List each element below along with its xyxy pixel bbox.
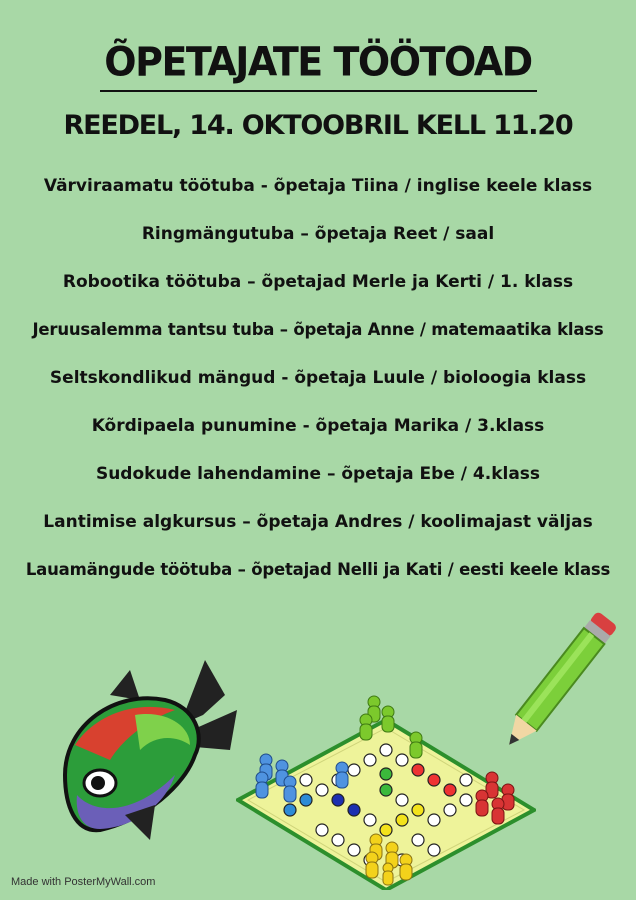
workshop-item: Ringmängutuba – õpetaja Reet / saal	[141, 224, 495, 244]
workshop-item: Seltskondlikud mängud - õpetaja Luule / bioloogia klass	[49, 368, 587, 388]
footer-credit: Made with PosterMyWall.com	[11, 876, 156, 888]
workshop-item: Kõrdipaela punumine - õpetaja Marika / 3.klass	[91, 416, 545, 436]
workshop-item: Sudokude lahendamine – õpetaja Ebe / 4.klass	[95, 464, 541, 484]
workshop-list	[0, 174, 636, 606]
fish-icon	[55, 655, 240, 840]
workshop-item: Lantimise algkursus – õpetaja Andres / koolimajast väljas	[43, 512, 593, 532]
poster-title: ÕPETAJATE TÖÖTOAD	[104, 38, 532, 86]
title-underline	[100, 90, 537, 92]
workshop-item: Jeruusalemma tantsu tuba – õpetaja Anne / matemaatika klass	[32, 320, 604, 339]
ludo-board-icon	[236, 690, 536, 890]
workshop-item: Robootika töötuba – õpetajad Merle ja Kerti / 1. klass	[62, 272, 574, 292]
workshop-item: Värviraamatu töötuba - õpetaja Tiina / inglise keele klass	[43, 176, 593, 196]
poster-subtitle: REEDEL, 14. OKTOOBRIL KELL 11.20	[63, 110, 573, 141]
workshop-item: Lauamängude töötuba – õpetajad Nelli ja Kati / eesti keele klass	[25, 560, 611, 579]
